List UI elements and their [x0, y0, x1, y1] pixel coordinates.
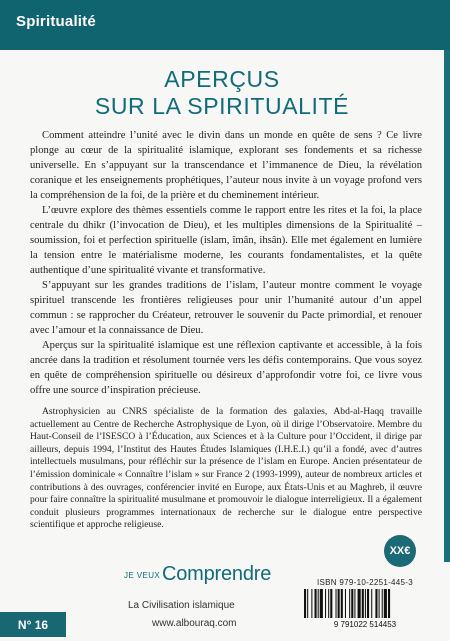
header-band: [0, 0, 450, 50]
barcode-digits: 9 791022 514453: [333, 620, 397, 629]
collection-name: La Civilisation islamique: [128, 600, 235, 611]
book-title: [0, 66, 444, 120]
title-line-1: APERÇUS: [164, 66, 280, 92]
website-link[interactable]: www.albouraq.com: [152, 618, 237, 629]
isbn-label: ISBN 979-10-2251-445-3: [317, 578, 413, 587]
blurb-paragraph: Comment atteindre l’unité avec le divin dans un monde en quête de sens ? Ce livre plonge au cœur de la spiritualité islamique, explorant ses fondements et sa richesse universelle. En s’appuyant sur la transcendance et l’immanence de Dieu, la révélation coranique et les enseignements prophétiques, l’auteur nous invite à un voyage profond vers la compréhension de la foi, de la prière et du cheminement intérieur.: [30, 130, 422, 201]
series-label: Spiritualité: [16, 13, 96, 30]
barcode: [300, 589, 430, 629]
side-strip: [444, 50, 450, 562]
author-bio: Astrophysicien au CNRS spécialiste de la formation des galaxies, Abd-al-Haqq travaille actuellement au Centre de Recherche Astrophysique de Lyon, où il dirige l’Observatoire. Membre du Haut-Conseil de l’ISESCO à l’Éducation, aux Sciences et à la Culture pour l’Occident, il dirige par ailleurs, depuis 1994, l’Institut des Hautes Études Islamiques (I.H.E.I.) qu’il a fondé, avec d’autres intellectuels musulmans, pour réfléchir sur la présence de l’islam en Europe. Ancien présentateur de l’émission dominicale « Connaître l’islam » sur France 2 (1993-1999), auteur de nombreux articles et contributions à des ouvrages, conférencier invité en Europe, aux États-Unis et au Maghreb, il œuvre pour faire connaître la spiritualité musulmane et promouvoir le dialogue interreligieux. Il a également conduit plusieurs programmes internationaux de recherche sur le dialogue entre perspective scientifique et approche religieuse.: [30, 406, 422, 531]
volume-number: N° 16: [0, 612, 66, 637]
blurb-paragraph: L’œuvre explore des thèmes essentiels comme le rapport entre les rites et la foi, la place centrale du dhikr (l’invocation de Dieu), et les multiples dimensions de la Spiritualité – soumission, foi et perfection spirituelle (islam, îmân, ihsân). Elle met également en lumière la tension entre le matérialisme moderne, les courants fondamentalistes, et la quête authentique d’une spiritualité vivante et transformative.: [30, 205, 422, 276]
blurb: [30, 128, 422, 398]
publisher-name: Comprendre: [162, 563, 272, 585]
blurb-paragraph: S’appuyant sur les grandes traditions de l’islam, l’auteur montre comment le voyage spirituel transcende les frontières religieuses pour unir l’humanité autour d’un appel commun : se rapprocher du Créateur, retrouver le souvenir du Pacte primordial, et renouer avec l’amour et la connaissance de Dieu.: [30, 280, 422, 336]
price-badge: XX€: [384, 535, 416, 567]
title-line-2: SUR LA SPIRITUALITÉ: [94, 93, 350, 119]
publisher-prefix: JE VEUX: [124, 571, 161, 580]
blurb-paragraph: Aperçus sur la spiritualité islamique est une réflexion captivante et accessible, à la fois ancrée dans la tradition et résolument tournée vers les défis contemporains. Que vous soyez en quête de compréhension spirituelle ou désireux d’approfondir votre foi, ce livre vous offre une source d’inspiration précieuse.: [30, 340, 422, 396]
